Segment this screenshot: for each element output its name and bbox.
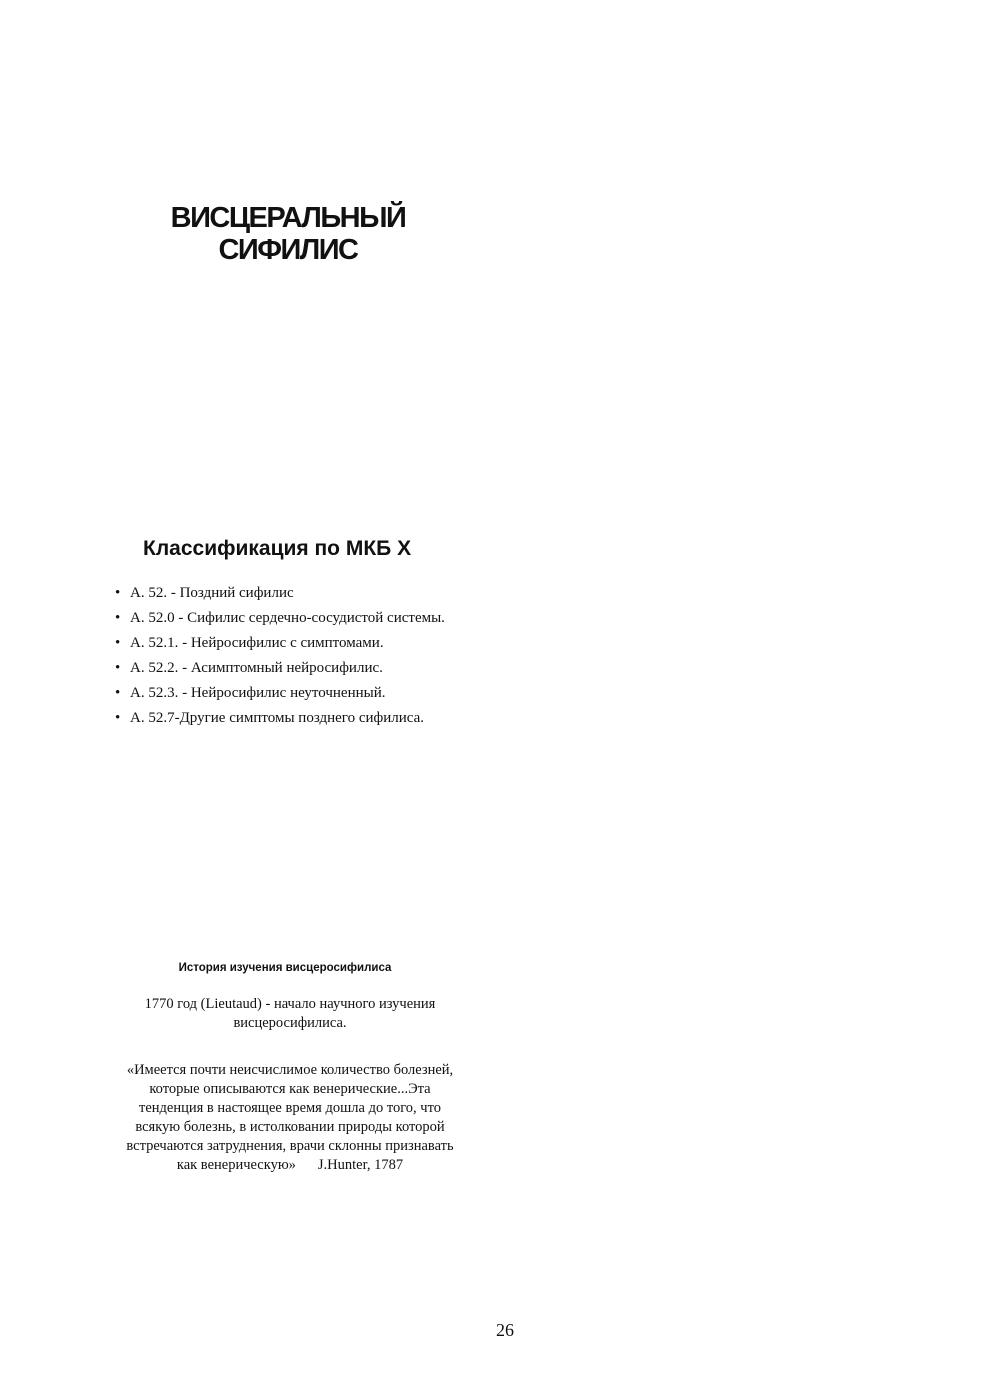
list-item: • А. 52. - Поздний сифилис	[115, 583, 455, 603]
quote-text: «Имеется почти неисчислимое количество болезней, которые описываются как венерические...Эта тенденция в настоящее время дошла до того, что всякую болезнь, в истолковании природы которой встречаются затруднения, врачи склонны признавать как венерическую»	[126, 1062, 454, 1173]
page-title	[150, 202, 426, 266]
list-item: • А. 52.2. - Асимптомный нейросифилис.	[115, 658, 455, 678]
quote-author: J.Hunter, 1787	[317, 1157, 404, 1173]
classification-list	[115, 583, 455, 733]
hunter-quote	[120, 1061, 460, 1175]
list-item: • А. 52.7-Другие симптомы позднего сифилиса.	[115, 708, 455, 728]
history-heading: История изучения висцеросифилиса	[178, 962, 392, 974]
title-line-1: ВИСЦЕРАЛЬНЫЙ	[170, 202, 406, 234]
history-paragraph: 1770 год (Lieutaud) - начало научного изучения висцеросифилиса.	[144, 996, 436, 1031]
page-number: 26	[496, 1320, 514, 1340]
classification-heading: Классификация по МКБ X	[143, 537, 412, 560]
title-line-2: СИФИЛИС	[218, 234, 358, 266]
list-item: • А. 52.0 - Сифилис сердечно-сосудистой системы.	[115, 608, 455, 628]
list-item: • А. 52.3. - Нейросифилис неуточненный.	[115, 683, 455, 703]
list-item: • А. 52.1. - Нейросифилис с симптомами.	[115, 633, 455, 653]
